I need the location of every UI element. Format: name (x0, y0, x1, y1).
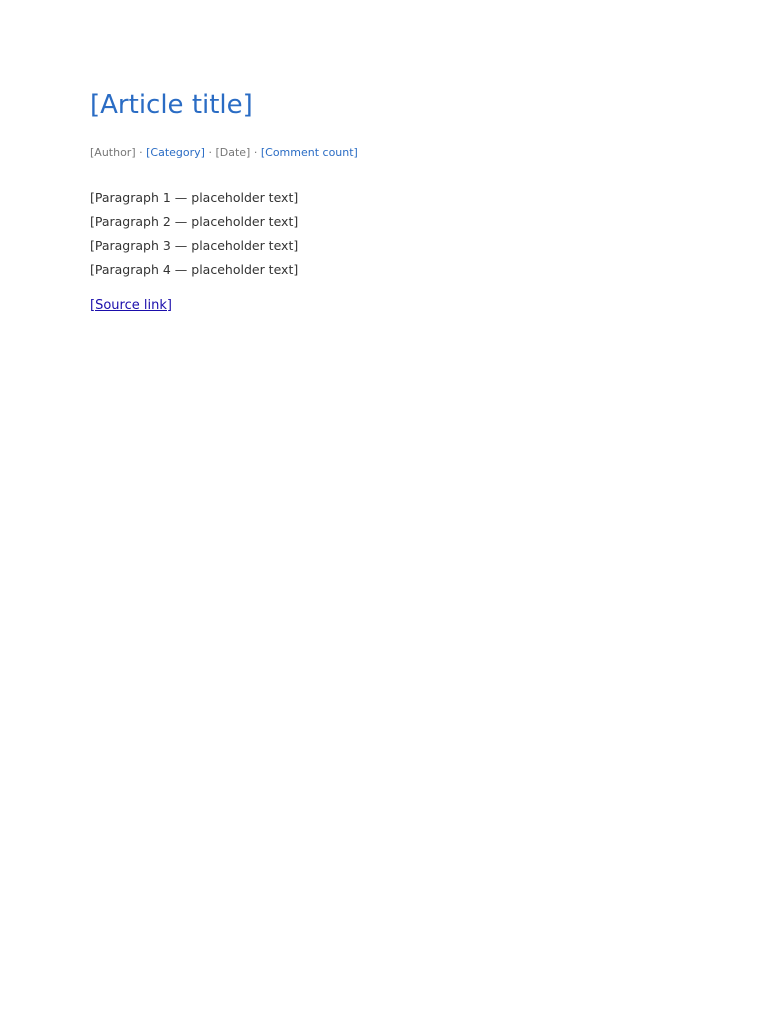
category-link[interactable]: [Category] (146, 146, 205, 159)
paragraph: [Paragraph 3 — placeholder text] (90, 238, 299, 254)
date: [Date] (215, 146, 251, 159)
article-body (90, 189, 678, 280)
article (0, 0, 768, 313)
byline: [Author] · [Category] · [Date] · [Comment count] (90, 146, 358, 159)
paragraph: [Paragraph 2 — placeholder text] (90, 214, 299, 230)
comments-link[interactable]: [Comment count] (260, 146, 358, 159)
paragraph: [Paragraph 1 — placeholder text] (90, 190, 299, 205)
page-title: [Article title] (90, 90, 253, 120)
source-link[interactable]: [Source link] (90, 297, 172, 313)
paragraph: [Paragraph 4 — placeholder text] (90, 262, 299, 278)
author: [Author] (90, 146, 136, 159)
